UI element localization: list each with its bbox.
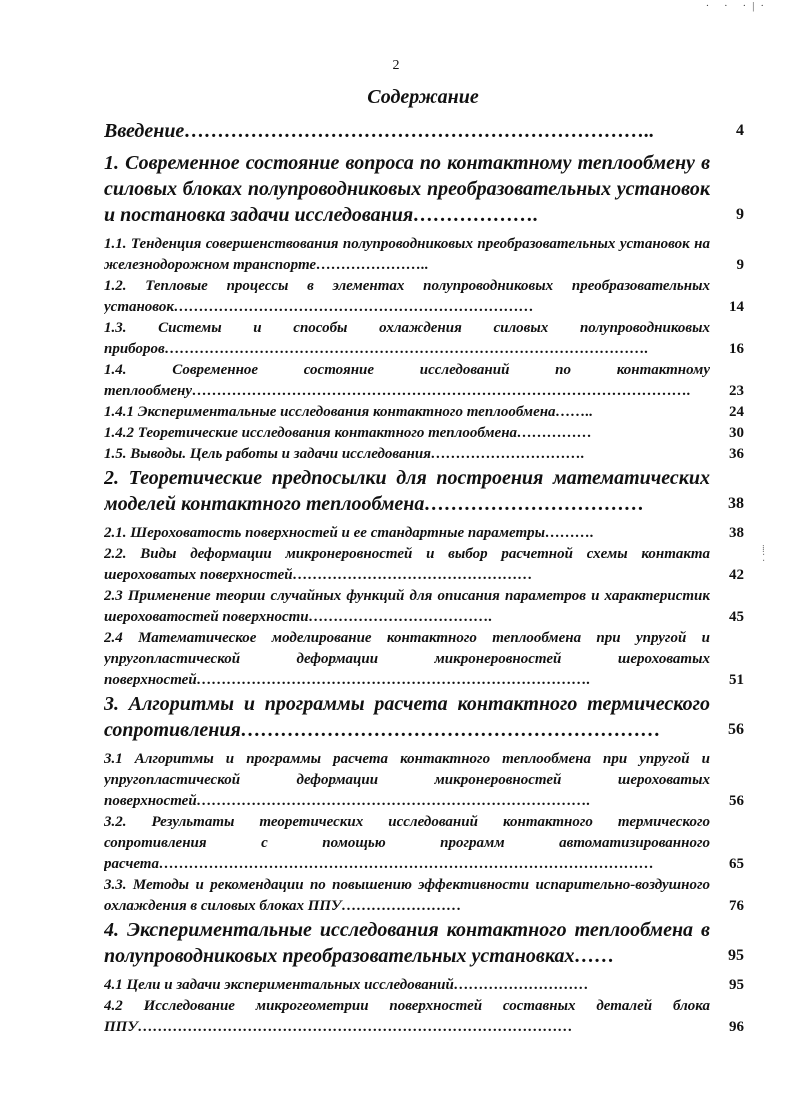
toc-entry-title: 1.2. Тепловые процессы в элементах полупроводниковых преобразовательных установок………………………………………………………………	[104, 278, 710, 315]
toc-entry[interactable]	[104, 544, 744, 586]
toc-entry-title: 1.4. Современное состояние исследований по контактному теплообмену……………………………………………………………………………………….	[104, 362, 710, 399]
toc-entry[interactable]	[104, 465, 744, 517]
toc-entry-page: 45	[729, 609, 744, 625]
toc-entry[interactable]	[104, 523, 744, 544]
toc-entry-title: 3.1 Алгоритмы и программы расчета контактного теплообмена при упругой и упругопластической деформации микронеровностей шероховатых поверхностей…………………………………………………………………….	[104, 751, 710, 809]
toc-entry-page: 76	[729, 898, 744, 914]
toc-entry-page: 38	[729, 525, 744, 541]
toc-entry-title: 3. Алгоритмы и программы расчета контактного термического сопротивления………………………………………………………	[104, 693, 710, 741]
toc-entry[interactable]	[104, 691, 744, 743]
toc-entry-title: 3.3. Методы и рекомендации по повышению эффективности испарительно-воздушного охлаждения в силовых блоках ППУ……………………	[104, 877, 710, 914]
toc-entry-title: 4.2 Исследование микрогеометрии поверхностей составных деталей блока ППУ……………………………………………………………………………	[104, 998, 710, 1035]
toc-entry-title: 2. Теоретические предпосылки для построения математических моделей контактного теплообмена……………………………	[104, 467, 710, 515]
toc-entry-page: 56	[728, 721, 744, 738]
toc-entry[interactable]	[104, 875, 744, 917]
toc-entry-page: 9	[736, 206, 744, 223]
toc-entry[interactable]	[104, 402, 744, 423]
toc-entry-title: 4. Экспериментальные исследования контактного теплообмена в полупроводниковых преобразовательных установках……	[104, 919, 710, 967]
toc-entry-title: 1.4.2 Теоретические исследования контактного теплообмена……………	[104, 425, 593, 441]
toc-entry-page: 96	[729, 1019, 744, 1035]
toc-entry-title: 1.4.1 Экспериментальные исследования контактного теплообмена……..	[104, 404, 594, 420]
toc-entry[interactable]	[104, 150, 744, 228]
toc-entry-page: 51	[729, 672, 744, 688]
side-scan-marks: ⁞ ⁚	[762, 544, 766, 564]
toc-entry-title: 2.1. Шероховатость поверхностей и ее стандартные параметры……….	[104, 525, 594, 541]
toc-entry[interactable]	[104, 749, 744, 812]
toc-entry-title: 2.3 Применение теории случайных функций для описания параметров и характеристик шероховатостей поверхности……………………………….	[104, 588, 710, 625]
toc-entry[interactable]	[104, 975, 744, 996]
toc-entry-page: 65	[729, 856, 744, 872]
toc-entry[interactable]	[104, 423, 744, 444]
toc-entry-title: 2.2. Виды деформации микронеровностей и выбор расчетной схемы контакта шероховатых поверхностей…………………………………………	[104, 546, 710, 583]
toc-entry-title: 1. Современное состояние вопроса по контактному теплообмену в силовых блоках полупроводниковых преобразовательных установок и постановка задачи исследования……………….	[104, 152, 710, 226]
toc-entry-title: Введение……………………………………………………………..	[104, 120, 655, 142]
toc-entry-page: 16	[729, 341, 744, 357]
table-of-contents	[104, 118, 744, 1038]
page-number: 2	[392, 58, 400, 73]
toc-entry-page: 9	[736, 257, 744, 273]
toc-entry-page: 42	[729, 567, 744, 583]
page-title: Содержание	[367, 86, 479, 108]
toc-entry-page: 36	[729, 446, 744, 462]
toc-entry[interactable]	[104, 318, 744, 360]
toc-entry-page: 95	[728, 947, 744, 964]
toc-entry-page: 14	[729, 299, 744, 315]
toc-entry-title: 1.5. Выводы. Цель работы и задачи исследования………………………….	[104, 446, 585, 462]
toc-entry[interactable]	[104, 996, 744, 1038]
toc-entry[interactable]	[104, 444, 744, 465]
toc-entry-page: 23	[729, 383, 744, 399]
toc-entry[interactable]	[104, 628, 744, 691]
corner-scan-marks: · · ·|·	[705, 0, 770, 12]
toc-entry[interactable]	[104, 234, 744, 276]
toc-entry-page: 24	[729, 404, 744, 420]
toc-entry-page: 38	[728, 495, 744, 512]
toc-entry[interactable]	[104, 917, 744, 969]
toc-entry-title: 2.4 Математическое моделирование контактного теплообмена при упругой и упругопластической деформации микронеровностей шероховатых поверхностей…………………………………………………………………….	[104, 630, 710, 688]
toc-entry-title: 1.3. Системы и способы охлаждения силовых полупроводниковых приборов…………………………………………………………………………………….	[104, 320, 710, 357]
toc-entry[interactable]	[104, 118, 744, 144]
toc-entry[interactable]	[104, 586, 744, 628]
toc-entry-title: 1.1. Тенденция совершенствования полупроводниковых преобразовательных установок на железнодорожном транспорте…………………..	[104, 236, 710, 273]
toc-entry[interactable]	[104, 276, 744, 318]
toc-entry-page: 4	[736, 122, 744, 139]
toc-entry-page: 56	[729, 793, 744, 809]
toc-entry-page: 30	[729, 425, 744, 441]
toc-entry-page: 95	[729, 977, 744, 993]
toc-entry-title: 4.1 Цели и задачи экспериментальных исследований………………………	[104, 977, 589, 993]
toc-entry[interactable]	[104, 360, 744, 402]
toc-entry-title: 3.2. Результаты теоретических исследований контактного термического сопротивления с помощью программ автоматизированного расчета………………………………………………………………………………………	[104, 814, 710, 872]
toc-entry[interactable]	[104, 812, 744, 875]
